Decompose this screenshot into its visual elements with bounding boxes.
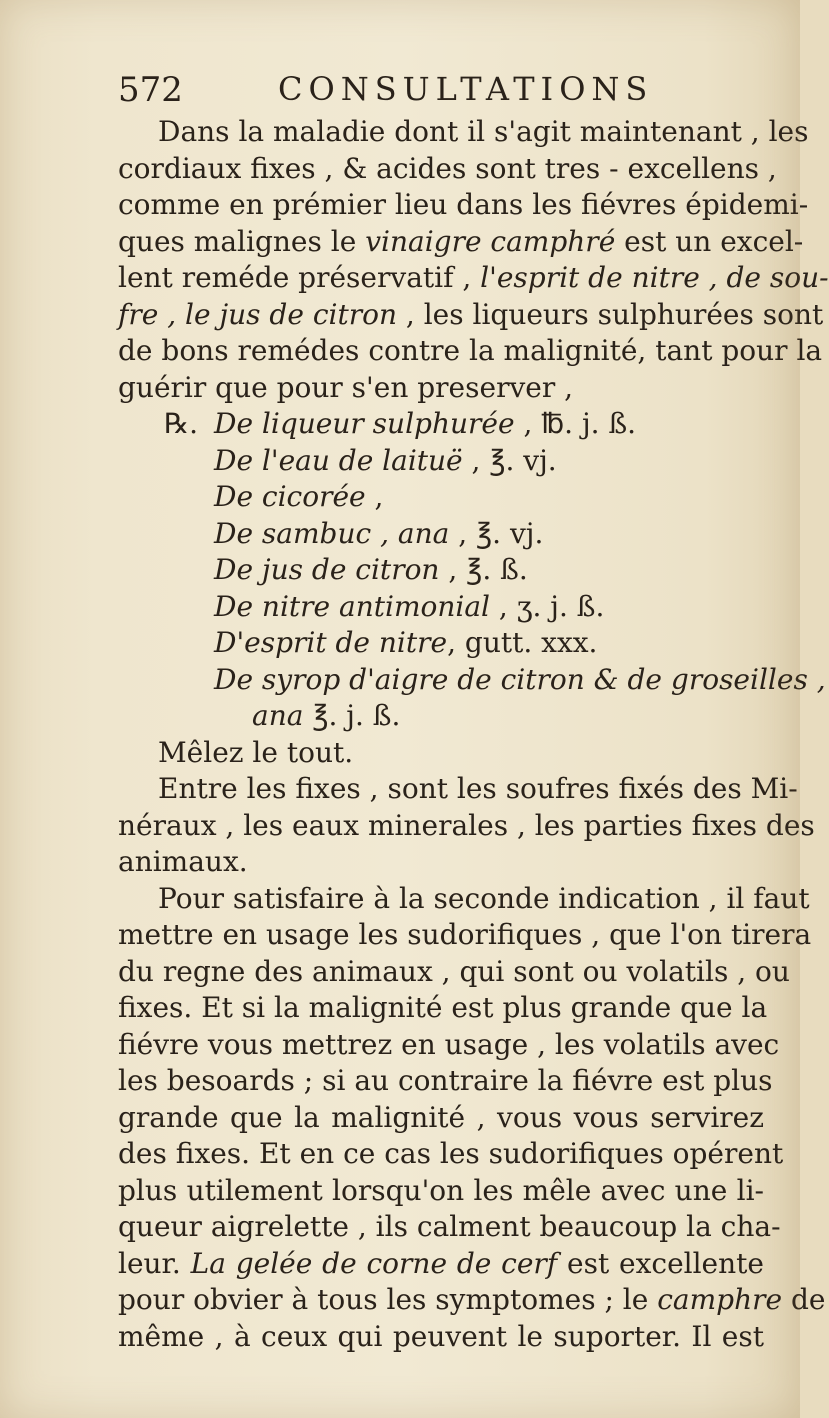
text-line (118, 297, 824, 334)
recipe-line: De syrop d'aigre de citron & de groseilles , (214, 662, 826, 696)
italic-run: De nitre antimonial (214, 589, 490, 623)
italic-run: camphre (657, 1283, 783, 1316)
text-line (118, 260, 829, 297)
text-line: guérir que pour s'en preserver , (118, 370, 574, 404)
italic-run: l'esprit de nitre , de sou- (480, 261, 829, 294)
italic-run: ana (252, 699, 304, 732)
text-line: animaux. (118, 845, 248, 878)
italic-run: De liqueur sulphurée (214, 407, 515, 440)
recipe-symbol: ℞. (164, 407, 199, 440)
text-run: , (365, 480, 384, 513)
text-run: , ℥. vj. (449, 516, 544, 550)
text-line: Pour satisfaire à la seconde indication , il faut (158, 881, 810, 915)
body-text (118, 114, 829, 1355)
text-run: est excellente (557, 1246, 764, 1280)
text-run: , gutt. xxx. (447, 626, 598, 659)
text-run: , ℥. ß. (439, 553, 528, 586)
italic-run: La gelée de corne de cerf (190, 1246, 558, 1280)
recipe-line (118, 589, 764, 626)
text-line: néraux , les eaux minerales , les parties fixes des (118, 808, 815, 842)
text-run: , ℥. vj. (462, 443, 557, 477)
italic-run: De sambuc , ana (214, 516, 450, 550)
recipe-line (118, 406, 764, 443)
page-number: 572 (118, 70, 183, 110)
text-line: cordiaux fixes , & acides sont tres - excellens , (118, 151, 777, 185)
text-run: ℥. j. ß. (303, 699, 401, 732)
text-run: ques malignes le (118, 224, 366, 258)
text-run: lent reméde préservatif , (118, 261, 481, 294)
text-run: , les liqueurs sulphurées sont (397, 297, 824, 331)
text-line: Dans la maladie dont il s'agit maintenant , les (158, 115, 809, 148)
recipe-line (118, 625, 764, 662)
text-line: mettre en usage les sudorifiques , que l'on tirera (118, 918, 812, 951)
text-line: fixes. Et si la malignité est plus grande que la (118, 991, 768, 1024)
text-line: queur aigrelette , ils calment beaucoup la cha- (118, 1210, 781, 1243)
italic-run: De cicorée (214, 480, 366, 513)
text-run: de (782, 1283, 826, 1316)
text-run: , ℔. j. ß. (514, 407, 637, 440)
text-line (118, 1246, 764, 1283)
italic-run: fre , le jus de citron (118, 297, 397, 331)
text-line: plus utilement lorsqu'on les mêle avec une li- (118, 1173, 764, 1207)
text-run: pour obvier à tous les symptomes ; le (118, 1283, 658, 1316)
recipe-line (118, 698, 764, 735)
italic-run: D'esprit de nitre (214, 626, 448, 659)
text-line: comme en prémier lieu dans les fiévres épidemi- (118, 188, 809, 221)
page-header (118, 64, 654, 114)
running-title: CONSULTATIONS (278, 70, 654, 108)
text-line: des fixes. Et en ce cas les sudorifiques opérent (118, 1137, 784, 1170)
text-line: même , à ceux qui peuvent le suporter. Il est (118, 1319, 764, 1353)
recipe-line (118, 443, 764, 480)
text-run: est un excel- (615, 224, 804, 258)
italic-run: vinaigre camphré (365, 224, 616, 258)
text-line (118, 224, 804, 261)
text-line: du regne des animaux , qui sont ou volatils , ou (118, 954, 790, 988)
text-line: de bons remédes contre la malignité, tant pour la (118, 334, 823, 367)
italic-run: De jus de citron (214, 553, 440, 586)
text-line (118, 1282, 826, 1319)
text-run: leur. (118, 1246, 191, 1280)
text-line: les besoards ; si au contraire la fiévre est plus (118, 1064, 773, 1097)
recipe-line (118, 516, 764, 553)
recipe-line (118, 552, 764, 589)
recipe-line (118, 479, 764, 516)
text-line: Mêlez le tout. (158, 735, 354, 769)
italic-run: De l'eau de laituë (214, 443, 463, 477)
text-line: fiévre vous mettrez en usage , les volatils avec (118, 1027, 780, 1061)
text-line: grande que la malignité , vous vous servirez (118, 1100, 764, 1134)
text-run: , ʒ. j. ß. (490, 589, 605, 623)
text-line: Entre les fixes , sont les soufres fixés des Mi- (158, 772, 798, 805)
